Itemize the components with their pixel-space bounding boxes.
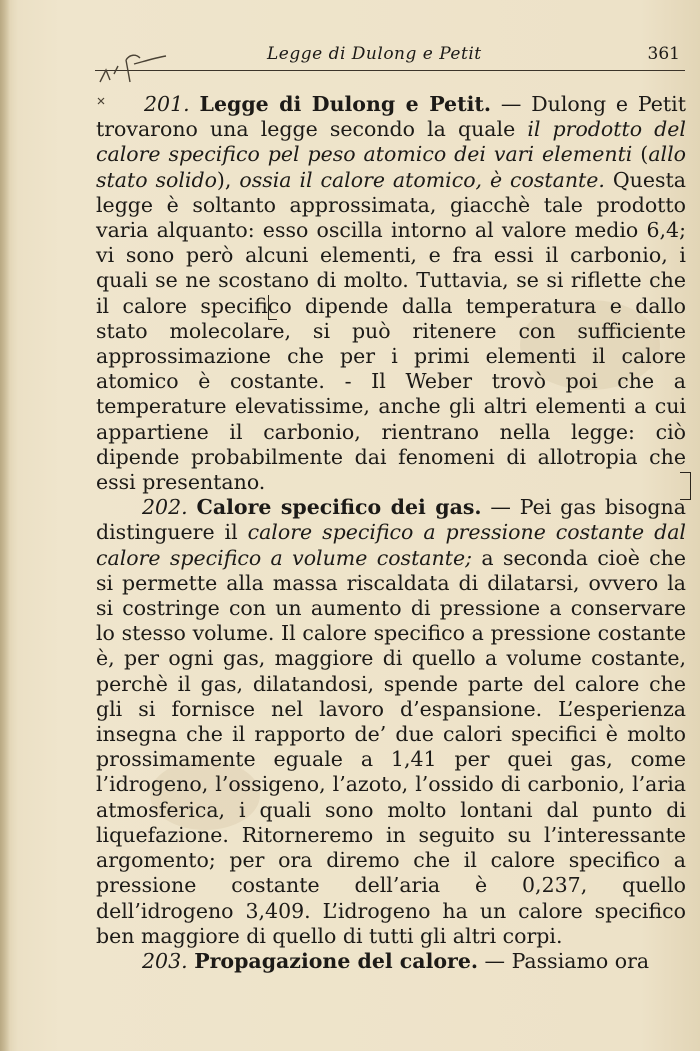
italic-text: calore specifico a pressione costante dal calore specifico a volume costante;: [96, 520, 686, 570]
text: Pei gas bisogna distinguere il: [96, 495, 686, 545]
section-dash: —: [481, 495, 520, 520]
italic-text: allo stato solido: [96, 142, 686, 192]
section-dash: —: [490, 92, 532, 116]
text: Passiamo ora: [511, 948, 650, 973]
section-202: [96, 495, 686, 949]
running-title: Legge di Dulong e Petit: [267, 44, 482, 64]
italic-text: il prodotto del calore specifico pel peso atomico dei vari elementi: [96, 117, 686, 167]
text: (: [632, 142, 649, 167]
section-number: 203.: [142, 948, 188, 973]
section-201: [96, 92, 686, 495]
text: ),: [216, 167, 240, 192]
section-203: [96, 949, 686, 974]
section-number: 201.: [144, 92, 190, 116]
italic-text: ossia il calore atomico, è costante.: [239, 167, 605, 192]
binding-shadow: [0, 0, 10, 1051]
text: Questa legge è soltanto approssimata, giacchè tale prodotto varia alquanto: esso oscilla intorno al valore medio 6,4; vi sono però alcuni elementi, e fra essi il carbonio, i quali se ne scostano di molto. Tuttavia, se si riflette che il calore specifico dipende dalla temperatura e dallo stato molecolare, si può ritenere con sufficiente approssimazione che per i primi elementi il calore atomico è costante. - Il Weber trovò poi che a temperature elevatissime, anche gli altri elementi a cui appartiene il carbonio, rientrano nella legge: ciò dipende probabilmente dai fenomeni di allotropia che essi presentano.: [96, 167, 686, 495]
section-number: 202.: [142, 495, 188, 520]
body-text: [96, 92, 686, 974]
text: a seconda cioè che si permette alla massa riscaldata di dilatarsi, ovvero la si costringe con un aumento di pressione a conservare lo stesso volume. Il calore specifico a pressione costante è, per ogni gas, maggiore di quello a volume costante, perchè il gas, dilatandosi, spende parte del calore che gli si fornisce nel lavoro d’espansione. L’esperienza insegna che il rapporto de’ due calori specifici è molto prossimamente eguale a 1,41 per quei gas, come l’idrogeno, l’ossigeno, l’azoto, l’ossido di carbonio, l’aria atmosferica, i quali sono molto lontani dal punto di liquefazione. Ritorneremo in seguito su l’interessante argomento; per ora diremo che il calore specifico a pressione costante dell’aria è 0,237, quello dell’idrogeno 3,409. L’idrogeno ha un calore specifico ben maggiore di quello di tutti gli altri corpi.: [96, 545, 686, 948]
text: Dulong e Petit trovarono una legge secondo la quale: [96, 92, 686, 142]
section-dash: —: [478, 948, 512, 973]
section-title: Propagazione del calore.: [194, 948, 479, 973]
section-title: Legge di Dulong e Petit.: [199, 92, 491, 116]
page-number: 361: [647, 44, 680, 64]
section-title: Calore specifico dei gas.: [196, 495, 482, 520]
